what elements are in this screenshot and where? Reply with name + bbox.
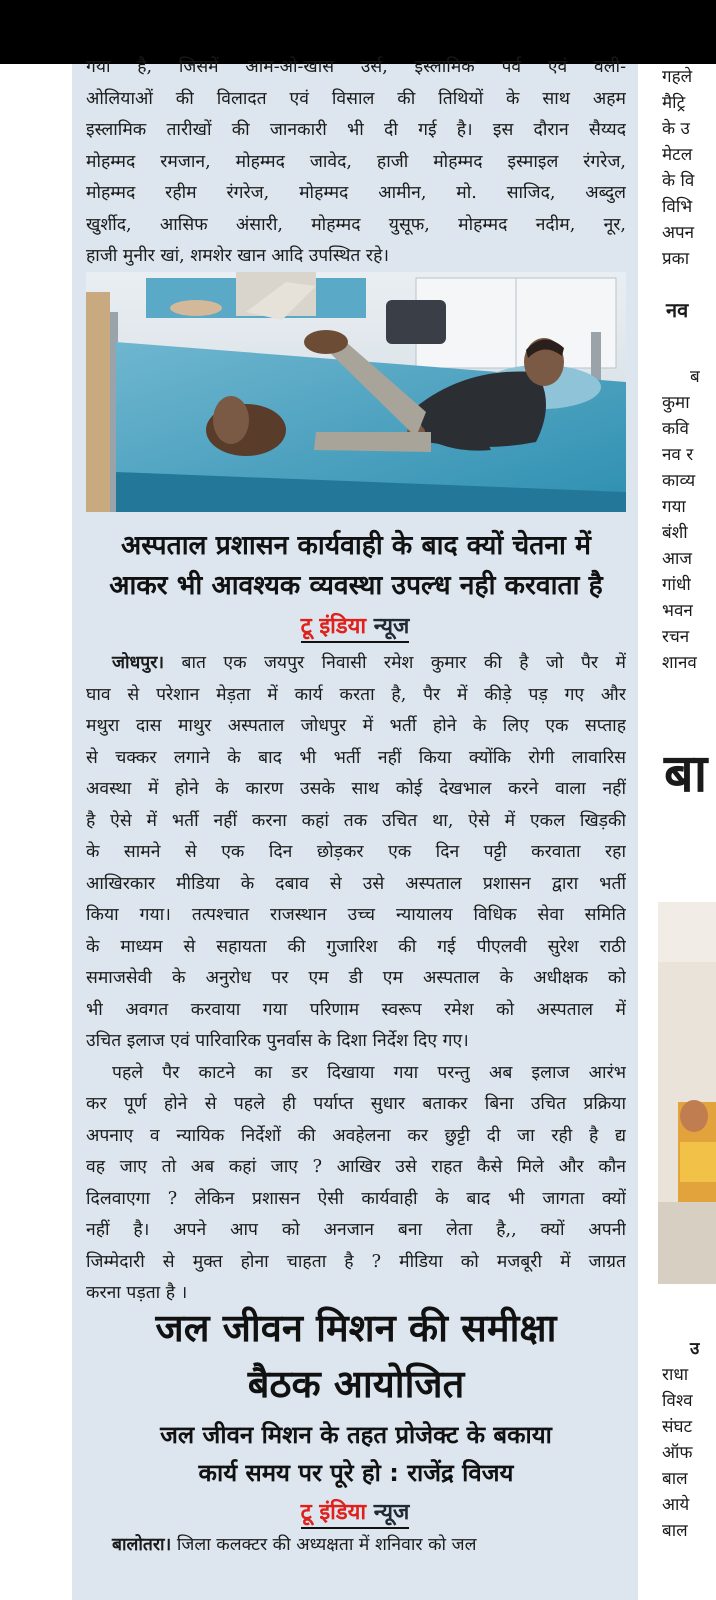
text-line: आज [662, 549, 692, 569]
adjacent-column-mid [662, 364, 716, 676]
adjacent-photo-image [658, 902, 716, 1284]
text-line-rest: बात एक जयपुर निवासी रमेश कुमार की है जो पैर में [181, 653, 626, 673]
text-line: प्रका [662, 249, 690, 269]
article3-byline [72, 1496, 638, 1529]
adjacent-big-headline: बा [664, 744, 708, 804]
text-line: अपनाए व न्यायिक निर्देशों की अवहेलना कर छुट्टी दी जा रही है द्य [86, 1125, 626, 1146]
text-line: मेटल [662, 145, 693, 165]
headline-line: जल जीवन मिशन की समीक्षा [155, 1306, 557, 1350]
text-line: दिलवाएगा ? लेकिन प्रशासन ऐसी कार्यवाही के बाद भी जागता क्यों [86, 1188, 626, 1209]
text-line: उचित इलाज एवं पारिवारिक पुनर्वास के दिशा निर्देश दिए गए। [86, 1031, 469, 1051]
text-line: आखिरकार मीडिया के दबाव से उसे अस्पताल प्रशासन द्वारा भर्ती [86, 873, 626, 894]
article3-body [86, 1530, 626, 1562]
text-line: काव्य [662, 471, 696, 491]
adjacent-column-bottom [662, 1336, 716, 1544]
text-line [86, 1530, 626, 1562]
byline-dark: न्यूज [373, 614, 410, 639]
text-line: बंशी [662, 523, 688, 543]
text-line: कुमा [662, 393, 690, 413]
headline-line: बैठक आयोजित [247, 1362, 465, 1406]
text-line: इस्लामिक तारीखों की जानकारी भी दी गई है। इस दौरान सैय्यद [86, 120, 626, 140]
text-line: विभि [662, 197, 693, 217]
text-line: मैट्रि [662, 93, 686, 113]
text-line: आये [662, 1495, 690, 1515]
text-line-rest: जिला कलक्टर की अध्यक्षता में शनिवार को जल [176, 1535, 477, 1555]
text-line: बाल [662, 1521, 688, 1541]
byline-red: टू इंडिया [300, 614, 367, 639]
adjacent-column [656, 64, 716, 1600]
text-line: के उ [662, 119, 690, 139]
dateline: जोधपुर। [112, 653, 165, 673]
text-line: वह जाए तो अब कहां जाए ? आखिर उसे राहत कैसे मिले और कौन [86, 1157, 626, 1177]
text-line: नहीं है। अपने आप को अनजान बना लेता है,, क्यों अपनी [86, 1220, 626, 1240]
text-line: राधा [662, 1365, 689, 1385]
text-line: के सामने से एक दिन छोड़कर एक दिन पट्टी करवाता रहा [86, 842, 626, 862]
adjacent-column-top [662, 64, 716, 272]
adjacent-photo [658, 902, 716, 1284]
text-line: से चक्कर लगाने के बाद भी भर्ती नहीं किया क्योंकि रोगी लावारिस [86, 747, 626, 768]
text-line: भी अवगत करवाया गया परिणाम स्वरूप रमेश को अस्पताल में [86, 999, 626, 1020]
text-line: बाल [662, 1469, 688, 1489]
article3-subhead [80, 1416, 632, 1492]
article2-body [86, 648, 626, 1310]
source-logo [301, 610, 410, 643]
text-line: ऑफ [662, 1443, 693, 1463]
text-line: के वि [662, 171, 695, 191]
text-line: किया गया। तत्पश्चात राजस्थान उच्च न्यायालय विधिक सेवा समिति [86, 905, 626, 925]
text-line [86, 648, 626, 680]
text-line: हाजी मुनीर खां, शमशेर खान आदि उपस्थित रहे। [86, 246, 390, 266]
text-line: गहले [662, 67, 693, 87]
text-line: पहले पैर काटने का डर दिखाया गया परन्तु अब इलाज आरंभ [112, 1062, 626, 1083]
dateline: बालोतरा। [112, 1535, 172, 1555]
text-line: ओलियाओं की विलादत एवं विसाल की तिथियों के साथ अहम [86, 88, 626, 109]
text-line: भवन [662, 601, 693, 621]
article1-text [86, 52, 626, 273]
text-line: अवस्था में होने के कारण उसके साथ कोई देखभाल करने वाला नहीं [86, 779, 626, 799]
text-line: गांधी [662, 575, 691, 595]
text-line: रचन [662, 627, 690, 647]
text-line: के माध्यम से सहायता की गुजारिश की गई पीएलवी सुरेश राठी [86, 936, 626, 957]
text-line: उ [690, 1339, 700, 1359]
article2-headline [80, 526, 632, 606]
text-line: ब [690, 367, 700, 387]
main-article-column [72, 57, 638, 1600]
text-line: खुर्शीद, आसिफ अंसारी, मोहम्मद युसूफ, मोहम्मद नदीम, नूर, [86, 214, 626, 235]
article2-byline [72, 610, 638, 643]
byline-dark: न्यूज [373, 1500, 410, 1525]
text-line: शानव [662, 653, 697, 673]
subhead-line: जल जीवन मिशन के तहत प्रोजेक्ट के बकाया [160, 1421, 552, 1449]
text-line: मोहम्मद रहीम रंगरेज, मोहम्मद आमीन, मो. साजिद, अब्दुल [86, 183, 626, 203]
text-line: गया है, जिसमें आम-ओ-खास उर्स, इस्लामिक पर्व एवं वली- [86, 57, 626, 77]
headline-line: अस्पताल प्रशासन कार्यवाही के बाद क्यों चेतना में [120, 530, 591, 561]
text-line: गया [662, 497, 686, 517]
subhead-line: कार्य समय पर पूरे हो : राजेंद्र विजय [198, 1459, 514, 1487]
headline-line: आकर भी आवश्यक व्यवस्था उपल्ध नही करवाता है [109, 570, 603, 601]
text-line: मथुरा दास माथुर अस्पताल जोधपुर में भर्ती होने के लिए एक सप्ताह [86, 716, 626, 736]
text-line: कवि [662, 419, 689, 439]
text-line: है ऐसे में भर्ती नहीं करना कहां तक उचित था, ऐसे में एकल खिड़की [86, 810, 626, 831]
adjacent-subhead: नव [666, 298, 689, 322]
text-line: समाजसेवी के अनुरोध पर एम डी एम अस्पताल के अधीक्षक को [86, 968, 626, 988]
hospital-photo [86, 272, 626, 512]
text-line: नव र [662, 445, 694, 465]
text-line: कर पूर्ण होने से पहले ही पर्याप्त सुधार बताकर बिना उचित प्रक्रिया [86, 1094, 626, 1114]
patient-on-bed-image [86, 272, 626, 512]
text-line: अपन [662, 223, 695, 243]
text-line: मोहम्मद रमजान, मोहम्मद जावेद, हाजी मोहम्मद इस्माइल रंगरेज, [86, 151, 626, 172]
text-line: संघट [662, 1417, 693, 1437]
article3-headline [80, 1300, 632, 1412]
byline-red: टू इंडिया [300, 1500, 367, 1525]
text-line: जिम्मेदारी से मुक्त होना चाहता है ? मीडिया को मजबूरी में जाग्रत [86, 1251, 626, 1272]
text-line: घाव से परेशान मेड़ता में कार्य करता है, पैर में कीड़े पड़ गए और [86, 684, 626, 705]
source-logo [301, 1496, 410, 1529]
text-line: विश्व [662, 1391, 693, 1411]
text-line: करना पड़ता है । [86, 1283, 188, 1303]
